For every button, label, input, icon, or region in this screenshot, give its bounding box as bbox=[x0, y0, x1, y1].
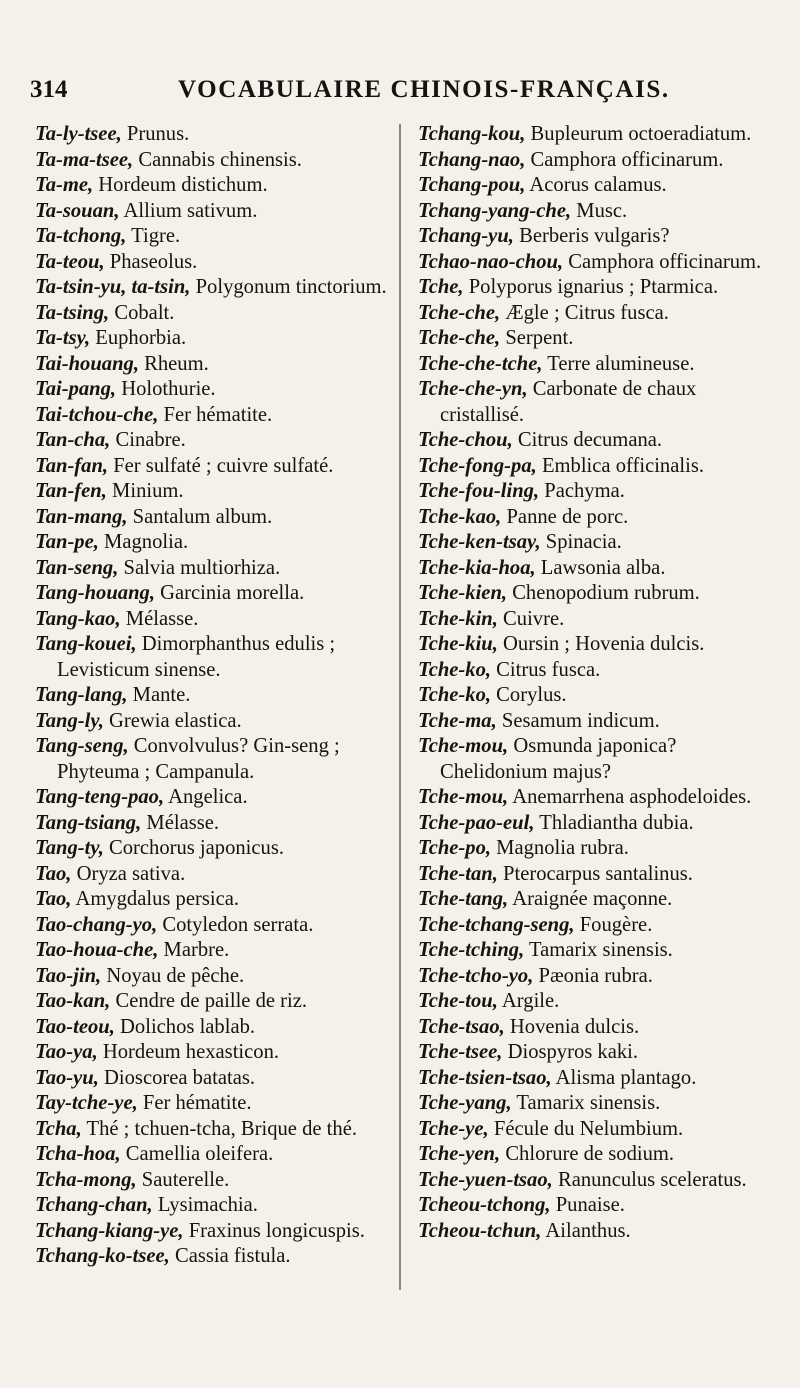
dictionary-entry bbox=[418, 173, 780, 199]
dictionary-entry bbox=[418, 964, 780, 990]
entry-term: Tche-ye, bbox=[418, 1117, 489, 1140]
entry-term: Tchang-kiang-ye, bbox=[35, 1219, 184, 1242]
dictionary-entry bbox=[418, 581, 780, 607]
entry-definition: Dimorphanthus edulis ; Levisticum sinense. bbox=[57, 633, 336, 681]
entry-term: Tche-tchang-seng, bbox=[418, 913, 575, 936]
left-column bbox=[35, 122, 390, 1270]
entry-term: Tan-mang, bbox=[35, 505, 128, 528]
entry-term: Tche-yang, bbox=[418, 1092, 512, 1114]
entry-term: Tang-teng-pao, bbox=[35, 786, 165, 808]
entry-definition: Pachyma. bbox=[539, 480, 625, 502]
entry-term: Tao-teou, bbox=[35, 1015, 115, 1038]
entry-definition: Camellia oleifera. bbox=[120, 1143, 274, 1165]
entry-term: Tcheou-tchun, bbox=[418, 1219, 542, 1242]
entry-term: Tai-pang, bbox=[35, 378, 117, 400]
entry-term: Ta-tsy, bbox=[35, 327, 91, 349]
column-divider bbox=[399, 124, 401, 1290]
entry-term: Tan-cha, bbox=[35, 429, 111, 451]
entry-term: Tcha, bbox=[35, 1117, 82, 1140]
entry-definition: Alisma plantago. bbox=[551, 1066, 697, 1089]
dictionary-entry bbox=[418, 683, 780, 709]
entry-definition: Angelica. bbox=[164, 786, 248, 808]
dictionary-entry bbox=[35, 887, 390, 913]
entry-definition: Mante. bbox=[127, 684, 191, 706]
dictionary-entry bbox=[35, 556, 390, 582]
right-column bbox=[418, 122, 780, 1244]
dictionary-entry bbox=[35, 785, 390, 811]
entry-definition: Phaseolus. bbox=[104, 250, 198, 273]
entry-definition: Euphorbia. bbox=[90, 327, 187, 349]
entry-term: Tai-houang, bbox=[35, 352, 139, 375]
dictionary-entry bbox=[418, 913, 780, 939]
entry-term: Tang-kouei, bbox=[35, 633, 137, 655]
entry-definition: Ranunculus sceleratus. bbox=[552, 1168, 747, 1191]
entry-term: Tchao-nao-chou, bbox=[418, 250, 564, 273]
entry-definition: Oryza sativa. bbox=[71, 862, 186, 885]
entry-definition: Carbonate de chaux cristallisé. bbox=[440, 378, 697, 426]
dictionary-entry bbox=[418, 352, 780, 378]
entry-definition: Ailanthus. bbox=[541, 1219, 631, 1242]
entry-term: Tche-yen, bbox=[418, 1143, 501, 1165]
entry-term: Tcha-hoa, bbox=[35, 1143, 121, 1165]
entry-term: Tche-kao, bbox=[418, 505, 502, 528]
page-header bbox=[0, 72, 800, 112]
dictionary-entry bbox=[418, 862, 780, 888]
dictionary-entry bbox=[35, 505, 390, 531]
dictionary-entry bbox=[418, 1015, 780, 1041]
entry-definition: Serpent. bbox=[500, 327, 574, 349]
dictionary-entry bbox=[35, 938, 390, 964]
dictionary-entry bbox=[35, 1015, 390, 1041]
entry-definition: Fer hématite. bbox=[158, 403, 273, 426]
entry-term: Tang-ly, bbox=[35, 709, 104, 732]
entry-term: Tao, bbox=[35, 862, 72, 885]
entry-definition: Terre alumineuse. bbox=[542, 352, 695, 375]
entry-term: Tao-kan, bbox=[35, 990, 111, 1012]
entry-term: Ta-tsing, bbox=[35, 301, 110, 324]
dictionary-entry bbox=[35, 1244, 390, 1270]
dictionary-entry bbox=[35, 250, 390, 276]
dictionary-entry bbox=[418, 887, 780, 913]
entry-definition: Camphora officinarum. bbox=[525, 148, 724, 171]
dictionary-entry bbox=[35, 173, 390, 199]
entry-term: Tche-kia-hoa, bbox=[418, 556, 536, 579]
entry-term: Tche-tou, bbox=[418, 990, 498, 1012]
dictionary-entry bbox=[418, 301, 780, 327]
entry-term: Tcha-mong, bbox=[35, 1168, 137, 1191]
entry-term: Tche-tsee, bbox=[418, 1041, 503, 1063]
dictionary-entry bbox=[35, 1091, 390, 1117]
entry-term: Tche, bbox=[418, 276, 464, 298]
entry-term: Tang-lang, bbox=[35, 684, 128, 706]
dictionary-entry bbox=[35, 1168, 390, 1194]
entry-term: Tche-ma, bbox=[418, 709, 497, 732]
dictionary-entry bbox=[418, 250, 780, 276]
entry-definition: Emblica officinalis. bbox=[536, 454, 704, 477]
dictionary-entry bbox=[35, 530, 390, 556]
entry-definition: Bupleurum octoeradiatum. bbox=[525, 123, 752, 145]
dictionary-entry bbox=[418, 199, 780, 225]
entry-definition: Fer hématite. bbox=[137, 1092, 252, 1114]
entry-definition: Hordeum hexasticon. bbox=[97, 1041, 280, 1063]
entry-definition: Berberis vulgaris? bbox=[513, 225, 670, 247]
dictionary-entry bbox=[418, 1091, 780, 1117]
dictionary-entry bbox=[418, 326, 780, 352]
entry-definition: Cuivre. bbox=[497, 607, 565, 630]
dictionary-entry bbox=[418, 530, 780, 556]
entry-term: Tche-tching, bbox=[418, 939, 525, 961]
entry-term: Tche-chou, bbox=[418, 429, 513, 451]
entry-term: Tche-che, bbox=[418, 301, 501, 324]
entry-definition: Convolvulus? Gin-seng ; Phyteuma ; Campanula. bbox=[57, 735, 340, 783]
dictionary-entry bbox=[35, 607, 390, 633]
entry-term: Tang-houang, bbox=[35, 582, 155, 604]
entry-definition: Lawsonia alba. bbox=[535, 556, 666, 579]
entry-definition: Spinacia. bbox=[540, 531, 622, 553]
entry-term: Tao-chang-yo, bbox=[35, 913, 158, 936]
entry-definition: Mélasse. bbox=[141, 811, 220, 834]
dictionary-entry bbox=[35, 709, 390, 735]
entry-definition: Thladiantha dubia. bbox=[534, 811, 694, 834]
entry-definition: Corylus. bbox=[491, 684, 567, 706]
entry-definition: Thé ; tchuen-tcha, Brique de thé. bbox=[81, 1117, 357, 1140]
entry-definition: Araignée maçonne. bbox=[508, 888, 673, 910]
dictionary-entry bbox=[418, 556, 780, 582]
entry-definition: Cannabis chinensis. bbox=[133, 148, 302, 171]
dictionary-entry bbox=[418, 734, 780, 785]
entry-definition: Polygonum tinctorium. bbox=[190, 276, 387, 298]
dictionary-entry bbox=[418, 785, 780, 811]
entry-definition: Pæonia rubra. bbox=[533, 964, 653, 987]
entry-definition: Santalum album. bbox=[127, 505, 273, 528]
entry-term: Tche-che-yn, bbox=[418, 378, 528, 400]
entry-term: Tchang-pou, bbox=[418, 174, 526, 196]
dictionary-entry bbox=[35, 454, 390, 480]
entry-definition: Hovenia dulcis. bbox=[504, 1015, 640, 1038]
entry-term: Tche-tang, bbox=[418, 888, 509, 910]
entry-term: Tche-mou, bbox=[418, 786, 509, 808]
entry-term: Tai-tchou-che, bbox=[35, 403, 159, 426]
entry-term: Tao-jin, bbox=[35, 964, 102, 987]
entry-term: Tao-ya, bbox=[35, 1041, 98, 1063]
entry-term: Tchang-nao, bbox=[418, 148, 526, 171]
entry-definition: Salvia multiorhiza. bbox=[118, 556, 281, 579]
entry-definition: Magnolia. bbox=[98, 531, 189, 553]
entry-term: Tche-pao-eul, bbox=[418, 811, 535, 834]
dictionary-entry bbox=[35, 1193, 390, 1219]
entry-term: Tchang-ko-tsee, bbox=[35, 1245, 170, 1267]
entry-term: Ta-ly-tsee, bbox=[35, 123, 122, 145]
entry-definition: Citrus fusca. bbox=[491, 658, 601, 681]
dictionary-entry bbox=[418, 1142, 780, 1168]
dictionary-entry bbox=[418, 709, 780, 735]
entry-term: Tche-tcho-yo, bbox=[418, 964, 534, 987]
entry-term: Tche-mou, bbox=[418, 735, 509, 757]
entry-term: Tao, bbox=[35, 888, 72, 910]
dictionary-entry bbox=[35, 275, 390, 301]
dictionary-entry bbox=[35, 1117, 390, 1143]
entry-term: Tchang-yu, bbox=[418, 225, 514, 247]
dictionary-entry bbox=[35, 836, 390, 862]
entry-term: Tang-seng, bbox=[35, 735, 129, 757]
dictionary-entry bbox=[35, 632, 390, 683]
entry-definition: Marbre. bbox=[158, 939, 230, 961]
entry-definition: Tamarix sinensis. bbox=[511, 1092, 661, 1114]
entry-definition: Minium. bbox=[106, 480, 184, 502]
dictionary-entry bbox=[35, 1040, 390, 1066]
entry-definition: Tigre. bbox=[126, 225, 181, 247]
dictionary-entry bbox=[35, 734, 390, 785]
entry-term: Tchang-kou, bbox=[418, 123, 526, 145]
entry-definition: Sesamum indicum. bbox=[496, 709, 660, 732]
entry-term: Ta-souan, bbox=[35, 199, 120, 222]
entry-definition: Holothurie. bbox=[116, 378, 216, 400]
entry-definition: Garcinia morella. bbox=[155, 582, 305, 604]
entry-definition: Sauterelle. bbox=[136, 1168, 230, 1191]
dictionary-entry bbox=[418, 1066, 780, 1092]
entry-definition: Chenopodium rubrum. bbox=[507, 582, 700, 604]
entry-term: Tche-kin, bbox=[418, 607, 498, 630]
entry-definition: Polyporus ignarius ; Ptarmica. bbox=[463, 276, 719, 298]
entry-term: Tchang-chan, bbox=[35, 1194, 153, 1216]
entry-definition: Diospyros kaki. bbox=[502, 1041, 639, 1063]
entry-definition: Oursin ; Hovenia dulcis. bbox=[497, 633, 705, 655]
dictionary-entry bbox=[418, 428, 780, 454]
entry-definition: Fougère. bbox=[574, 913, 653, 936]
entry-term: Tche-fong-pa, bbox=[418, 454, 537, 477]
entry-term: Ta-me, bbox=[35, 174, 94, 196]
dictionary-entry bbox=[35, 326, 390, 352]
entry-definition: Dioscorea batatas. bbox=[98, 1066, 255, 1089]
entry-term: Tche-che, bbox=[418, 327, 501, 349]
entry-term: Tche-kien, bbox=[418, 582, 508, 604]
dictionary-entry bbox=[418, 1193, 780, 1219]
entry-definition: Musc. bbox=[571, 199, 628, 222]
dictionary-entry bbox=[418, 836, 780, 862]
dictionary-entry bbox=[418, 607, 780, 633]
dictionary-entry bbox=[35, 683, 390, 709]
dictionary-entry bbox=[418, 658, 780, 684]
dictionary-entry bbox=[35, 301, 390, 327]
dictionary-entry bbox=[418, 122, 780, 148]
entry-definition: Camphora officinarum. bbox=[563, 250, 762, 273]
dictionary-entry bbox=[35, 1219, 390, 1245]
dictionary-entry bbox=[35, 199, 390, 225]
dictionary-entry bbox=[35, 989, 390, 1015]
entry-definition: Cinabre. bbox=[110, 429, 186, 451]
entry-term: Tche-che-tche, bbox=[418, 352, 543, 375]
dictionary-entry bbox=[418, 148, 780, 174]
dictionary-entry bbox=[35, 377, 390, 403]
dictionary-entry bbox=[418, 1040, 780, 1066]
entry-term: Tche-fou-ling, bbox=[418, 480, 540, 502]
entry-term: Tay-tche-ye, bbox=[35, 1092, 138, 1114]
entry-definition: Fécule du Nelumbium. bbox=[488, 1117, 684, 1140]
entry-definition: Fraxinus longicuspis. bbox=[183, 1219, 365, 1242]
entry-definition: Ægle ; Citrus fusca. bbox=[500, 301, 669, 324]
entry-definition: Grewia elastica. bbox=[103, 709, 242, 732]
entry-term: Tche-ko, bbox=[418, 684, 492, 706]
entry-definition: Argile. bbox=[497, 990, 560, 1012]
entry-definition: Punaise. bbox=[550, 1194, 625, 1216]
dictionary-entry bbox=[418, 275, 780, 301]
entry-term: Tche-ko, bbox=[418, 658, 492, 681]
entry-definition: Magnolia rubra. bbox=[491, 837, 629, 859]
entry-definition: Fer sulfaté ; cuivre sulfaté. bbox=[108, 454, 334, 477]
dictionary-entry bbox=[418, 505, 780, 531]
dictionary-entry bbox=[418, 224, 780, 250]
dictionary-entry bbox=[35, 1066, 390, 1092]
entry-definition: Chlorure de sodium. bbox=[500, 1143, 675, 1165]
dictionary-entry bbox=[418, 479, 780, 505]
dictionary-entry bbox=[418, 989, 780, 1015]
entry-term: Tao-yu, bbox=[35, 1066, 99, 1089]
entry-term: Ta-tsin-yu, ta-tsin, bbox=[35, 276, 191, 298]
page-number: 314 bbox=[30, 76, 68, 103]
entry-term: Ta-tchong, bbox=[35, 225, 127, 247]
entry-definition: Hordeum distichum. bbox=[93, 174, 268, 196]
dictionary-entry bbox=[35, 428, 390, 454]
entry-term: Ta-teou, bbox=[35, 250, 105, 273]
entry-definition: Dolichos lablab. bbox=[114, 1015, 256, 1038]
dictionary-entry bbox=[418, 938, 780, 964]
dictionary-entry bbox=[35, 913, 390, 939]
dictionary-entry bbox=[35, 811, 390, 837]
entry-definition: Allium sativum. bbox=[119, 199, 258, 222]
entry-definition: Osmunda japonica? Chelidonium majus? bbox=[440, 735, 677, 783]
entry-term: Tao-houa-che, bbox=[35, 939, 159, 961]
entry-term: Tche-tan, bbox=[418, 862, 498, 885]
entry-term: Tang-tsiang, bbox=[35, 811, 142, 834]
dictionary-entry bbox=[35, 122, 390, 148]
dictionary-entry bbox=[35, 964, 390, 990]
dictionary-entry bbox=[35, 479, 390, 505]
entry-term: Tche-ken-tsay, bbox=[418, 531, 541, 553]
entry-definition: Noyau de pêche. bbox=[101, 964, 245, 987]
dictionary-entry bbox=[35, 224, 390, 250]
dictionary-entry bbox=[418, 811, 780, 837]
entry-term: Tche-po, bbox=[418, 837, 492, 859]
dictionary-entry bbox=[418, 377, 780, 428]
entry-definition: Amygdalus persica. bbox=[71, 888, 240, 910]
entry-definition: Cotyledon serrata. bbox=[157, 913, 314, 936]
entry-definition: Tamarix sinensis. bbox=[524, 939, 673, 961]
dictionary-entry bbox=[418, 1219, 780, 1245]
entry-term: Tchang-yang-che, bbox=[418, 199, 572, 222]
entry-definition: Acorus calamus. bbox=[525, 174, 667, 196]
entry-term: Tche-yuen-tsao, bbox=[418, 1168, 553, 1191]
entry-definition: Panne de porc. bbox=[501, 505, 629, 528]
entry-definition: Anemarrhena asphodeloides. bbox=[508, 786, 752, 808]
dictionary-entry bbox=[418, 1117, 780, 1143]
dictionary-entry bbox=[418, 1168, 780, 1194]
entry-term: Tan-pe, bbox=[35, 531, 99, 553]
entry-definition: Cassia fistula. bbox=[169, 1245, 291, 1267]
entry-definition: Corchorus japonicus. bbox=[103, 837, 285, 859]
entry-definition: Prunus. bbox=[121, 123, 190, 145]
entry-term: Tche-kiu, bbox=[418, 633, 498, 655]
entry-term: Tche-tsien-tsao, bbox=[418, 1066, 552, 1089]
dictionary-entry bbox=[35, 1142, 390, 1168]
running-title: VOCABULAIRE CHINOIS-FRANÇAIS. bbox=[178, 76, 670, 103]
dictionary-entry bbox=[35, 862, 390, 888]
entry-term: Tan-seng, bbox=[35, 556, 119, 579]
entry-term: Tan-fen, bbox=[35, 480, 107, 502]
dictionary-entry bbox=[35, 403, 390, 429]
dictionary-entry bbox=[35, 148, 390, 174]
entry-term: Tang-ty, bbox=[35, 837, 104, 859]
entry-definition: Lysimachia. bbox=[152, 1194, 258, 1216]
entry-definition: Pterocarpus santalinus. bbox=[497, 862, 693, 885]
entry-term: Ta-ma-tsee, bbox=[35, 148, 134, 171]
dictionary-entry bbox=[418, 632, 780, 658]
entry-term: Tcheou-tchong, bbox=[418, 1194, 551, 1216]
entry-term: Tang-kao, bbox=[35, 607, 121, 630]
entry-term: Tan-fan, bbox=[35, 454, 109, 477]
dictionary-entry bbox=[35, 581, 390, 607]
entry-definition: Mélasse. bbox=[120, 607, 199, 630]
dictionary-entry bbox=[418, 454, 780, 480]
entry-term: Tche-tsao, bbox=[418, 1015, 505, 1038]
entry-definition: Cobalt. bbox=[109, 301, 175, 324]
entry-definition: Cendre de paille de riz. bbox=[110, 990, 308, 1012]
dictionary-entry bbox=[35, 352, 390, 378]
entry-definition: Citrus decumana. bbox=[512, 429, 663, 451]
entry-definition: Rheum. bbox=[138, 352, 209, 375]
